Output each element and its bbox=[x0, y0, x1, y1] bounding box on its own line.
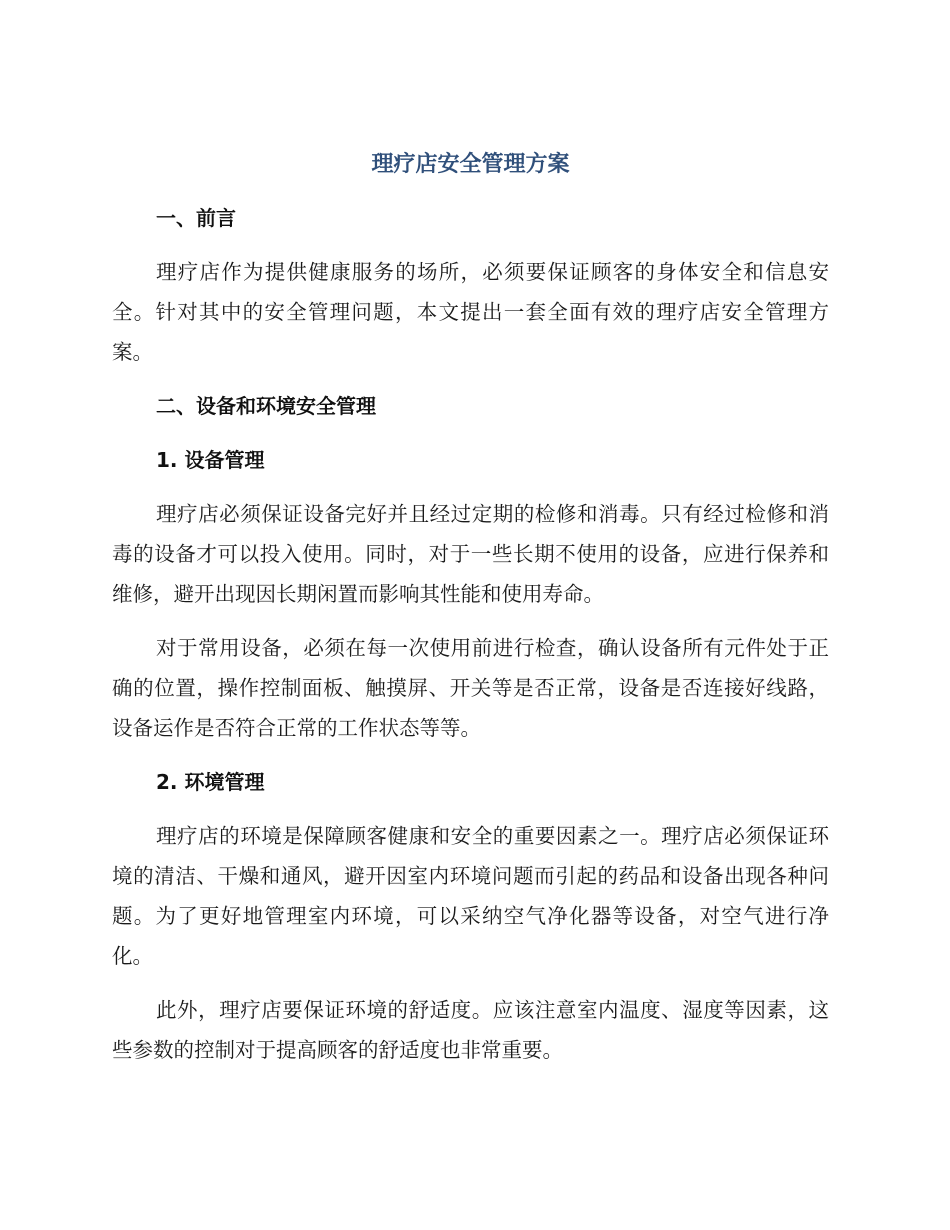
section-heading-equipment-environment: 二、设备和环境安全管理 bbox=[156, 394, 376, 418]
document-body bbox=[112, 140, 829, 1070]
subsection-heading-environment: 2. 环境管理 bbox=[156, 770, 265, 794]
environment-paragraph-1: 理疗店的环境是保障顾客健康和安全的重要因素之一。理疗店必须保证环境的清洁、干燥和通风，避开因室内环境问题而引起的药品和设备出现各种问题。为了更好地管理室内环境，可以采纳空气净化器等设备，对空气进行净化。 bbox=[112, 824, 829, 968]
equipment-paragraph-2: 对于常用设备，必须在每一次使用前进行检查，确认设备所有元件处于正确的位置，操作控制面板、触摸屏、开关等是否正常，设备是否连接好线路，设备运作是否符合正常的工作状态等等。 bbox=[112, 636, 829, 740]
equipment-paragraph-1: 理疗店必须保证设备完好并且经过定期的检修和消毒。只有经过检修和消毒的设备才可以投入使用。同时，对于一些长期不使用的设备，应进行保养和维修，避开出现因长期闲置而影响其性能和使用寿命。 bbox=[112, 502, 829, 606]
preface-paragraph: 理疗店作为提供健康服务的场所，必须要保证顾客的身体安全和信息安全。针对其中的安全管理问题，本文提出一套全面有效的理疗店安全管理方案。 bbox=[112, 260, 829, 364]
document-title: 理疗店安全管理方案 bbox=[371, 152, 570, 177]
section-heading-preface: 一、前言 bbox=[156, 206, 236, 230]
subsection-heading-equipment: 1. 设备管理 bbox=[156, 448, 265, 472]
environment-paragraph-2: 此外，理疗店要保证环境的舒适度。应该注意室内温度、湿度等因素，这些参数的控制对于提高顾客的舒适度也非常重要。 bbox=[112, 998, 829, 1062]
